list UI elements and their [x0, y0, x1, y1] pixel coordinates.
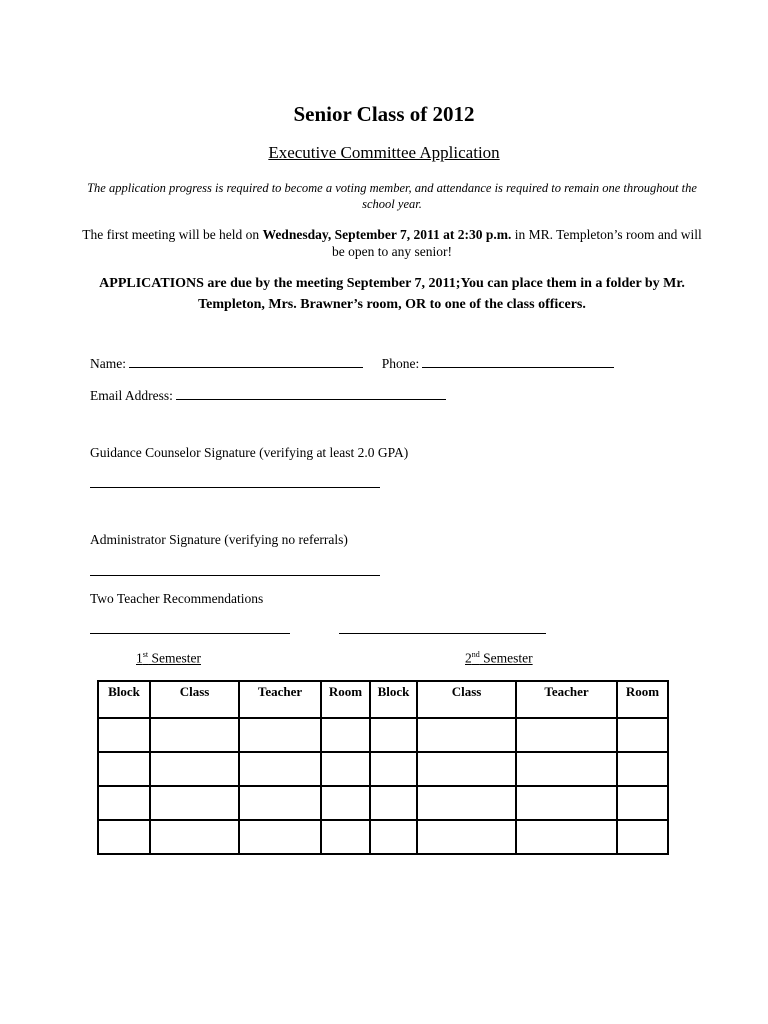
table-row	[98, 786, 668, 820]
first-semester-heading	[136, 650, 201, 667]
email-row	[90, 387, 446, 404]
table-cell[interactable]	[370, 718, 417, 752]
column-header: Class	[150, 681, 239, 718]
name-label: Name:	[90, 356, 126, 371]
meeting-suffix: in MR. Templeton’s room and will be open to any senior!	[332, 227, 702, 259]
meeting-info	[78, 226, 706, 260]
email-field[interactable]	[176, 387, 446, 400]
table-cell[interactable]	[150, 718, 239, 752]
table-cell[interactable]	[150, 786, 239, 820]
table-cell[interactable]	[321, 752, 370, 786]
table-cell[interactable]	[239, 718, 321, 752]
second-semester-heading	[465, 650, 533, 667]
table-cell[interactable]	[617, 820, 668, 854]
table-cell[interactable]	[417, 752, 516, 786]
column-header: Class	[417, 681, 516, 718]
first-semester-label: Semester	[148, 650, 201, 666]
table-cell[interactable]	[516, 820, 617, 854]
teacher-recommendation-line-2[interactable]	[339, 633, 546, 634]
table-cell[interactable]	[239, 820, 321, 854]
table-row	[98, 752, 668, 786]
table-cell[interactable]	[516, 786, 617, 820]
column-header: Block	[98, 681, 150, 718]
name-field[interactable]	[129, 355, 363, 368]
table-cell[interactable]	[150, 752, 239, 786]
guidance-label: Guidance Counselor Signature (verifying at least 2.0 GPA)	[90, 445, 409, 460]
deadline-notice: APPLICATIONS are due by the meeting September 7, 2011;You can place them in a folder by Mr. Templeton, Mrs. Brawner’s room, OR to one of the class officers.	[99, 276, 685, 312]
meeting-date: Wednesday, September 7, 2011 at 2:30 p.m.	[262, 227, 512, 242]
table-cell[interactable]	[617, 718, 668, 752]
table-cell[interactable]	[321, 820, 370, 854]
table-cell[interactable]	[98, 786, 150, 820]
phone-field[interactable]	[422, 355, 614, 368]
admin-signature-line[interactable]	[90, 575, 380, 576]
page-title: Senior Class of 2012	[293, 102, 475, 126]
table-cell[interactable]	[370, 820, 417, 854]
column-header: Room	[617, 681, 668, 718]
admin-label: Administrator Signature (verifying no referrals)	[90, 532, 348, 547]
schedule-table	[97, 680, 669, 855]
teacher-recommendation-line-1[interactable]	[90, 633, 290, 634]
table-cell[interactable]	[516, 718, 617, 752]
table-cell[interactable]	[617, 786, 668, 820]
table-cell[interactable]	[417, 718, 516, 752]
table-cell[interactable]	[239, 786, 321, 820]
table-cell[interactable]	[239, 752, 321, 786]
table-row	[98, 718, 668, 752]
table-cell[interactable]	[150, 820, 239, 854]
column-header: Teacher	[516, 681, 617, 718]
table-row	[98, 820, 668, 854]
column-header: Block	[370, 681, 417, 718]
name-row	[90, 355, 614, 372]
meeting-prefix: The first meeting will be held on	[82, 227, 263, 242]
table-cell[interactable]	[617, 752, 668, 786]
table-cell[interactable]	[321, 718, 370, 752]
table-cell[interactable]	[98, 752, 150, 786]
second-semester-number: 2	[465, 650, 472, 666]
membership-note: The application progress is required to become a voting member, and attendance is required to remain one throughout the school year.	[87, 181, 697, 211]
recommendations-label: Two Teacher Recommendations	[90, 591, 264, 606]
email-label: Email Address:	[90, 388, 173, 403]
table-cell[interactable]	[370, 752, 417, 786]
first-semester-suffix: st	[142, 650, 149, 659]
phone-label: Phone:	[381, 356, 420, 371]
table-cell[interactable]	[98, 820, 150, 854]
second-semester-suffix: nd	[471, 650, 480, 659]
table-cell[interactable]	[370, 786, 417, 820]
page-subtitle: Executive Committee Application	[268, 143, 500, 162]
table-header-row	[98, 681, 668, 718]
table-cell[interactable]	[516, 752, 617, 786]
table-cell[interactable]	[417, 820, 516, 854]
column-header: Room	[321, 681, 370, 718]
first-semester-number: 1	[136, 650, 143, 666]
table-cell[interactable]	[321, 786, 370, 820]
second-semester-label: Semester	[479, 650, 533, 666]
table-cell[interactable]	[417, 786, 516, 820]
table-cell[interactable]	[98, 718, 150, 752]
column-header: Teacher	[239, 681, 321, 718]
guidance-signature-line[interactable]	[90, 487, 380, 488]
